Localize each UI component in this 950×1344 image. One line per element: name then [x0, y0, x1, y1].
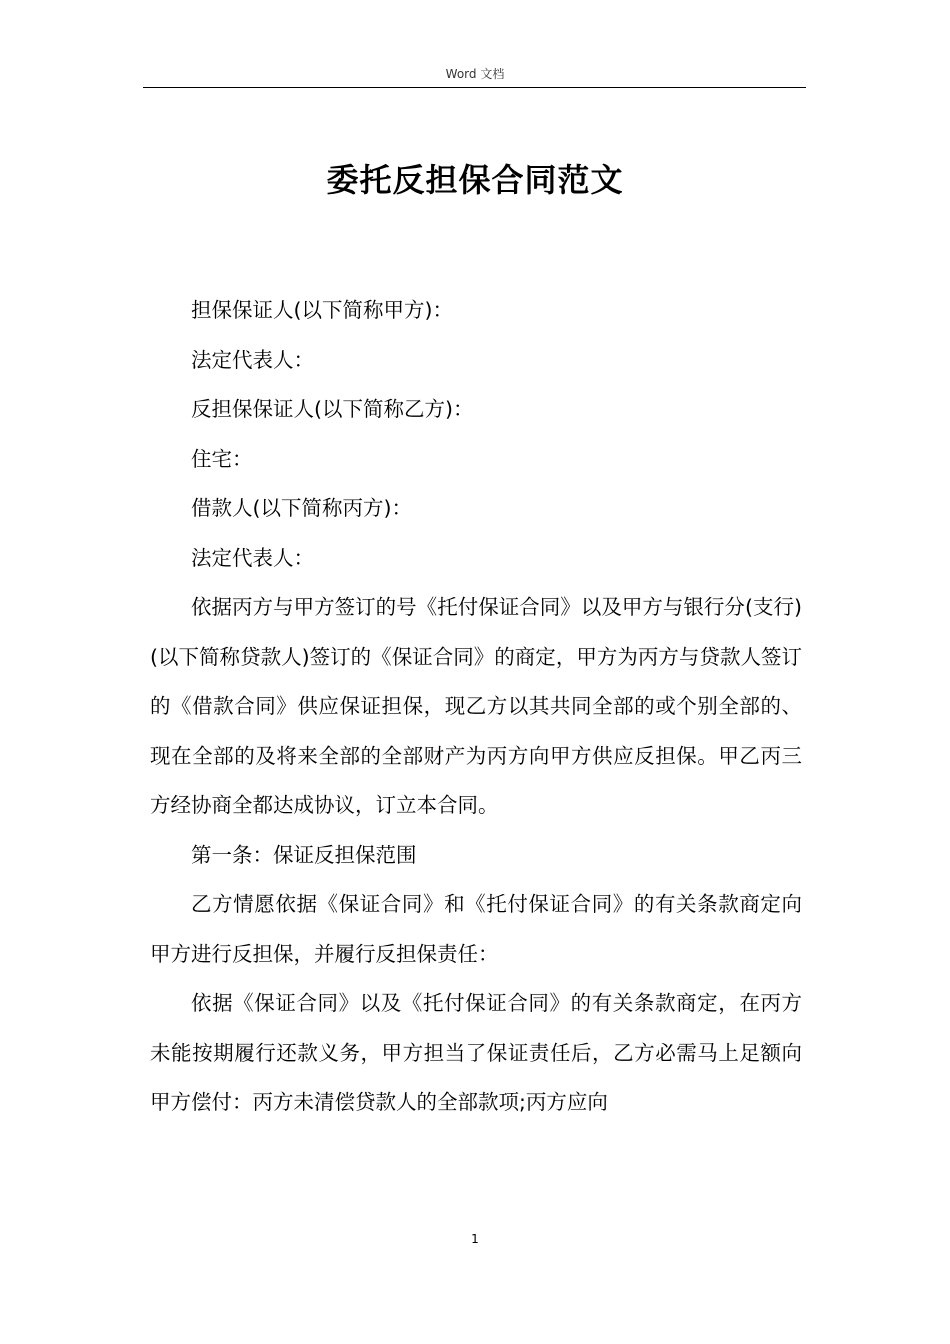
page-header: Word 文档 — [445, 67, 505, 81]
paragraph-counter-guarantor: 反担保保证人(以下简称乙方)： — [191, 397, 474, 421]
page-number: 1 — [471, 1232, 479, 1246]
paragraph-legal-rep-a: 法定代表人： — [191, 347, 314, 372]
paragraph-legal-rep-c: 法定代表人： — [191, 545, 314, 570]
article-one-heading: 第一条：保证反担保范围 — [191, 842, 417, 867]
paragraph-borrower: 借款人(以下简称丙方)： — [191, 496, 412, 520]
paragraph-scope: 乙方情愿依据《保证合同》和《托付保证合同》的有关条款商定向甲方进行反担保，并履行反担保责任： — [150, 892, 802, 966]
paragraph-preamble: 依据丙方与甲方签订的号《托付保证合同》以及甲方与银行分(支行)(以下简称贷款人)签订的《保证合同》的商定，甲方为丙方与贷款人签订的《借款合同》供应保证担保，现乙方以其共同全部的或个别全部的、现在全部的及将来全部的全部财产为丙方向甲方供应反担保。甲乙丙三方经协商全都达成协议，订立本合同。 — [150, 595, 802, 817]
document-body — [150, 286, 802, 1128]
document-title: 委托反担保合同范文 — [326, 161, 624, 199]
paragraph-obligations: 依据《保证合同》以及《托付保证合同》的有关条款商定，在丙方未能按期履行还款义务，甲方担当了保证责任后，乙方必需马上足额向甲方偿付：丙方未清偿贷款人的全部款项;丙方应向 — [150, 991, 802, 1114]
paragraph-guarantor: 担保保证人(以下简称甲方)： — [191, 298, 453, 322]
header-divider — [143, 87, 806, 88]
paragraph-residence: 住宅： — [191, 446, 253, 471]
